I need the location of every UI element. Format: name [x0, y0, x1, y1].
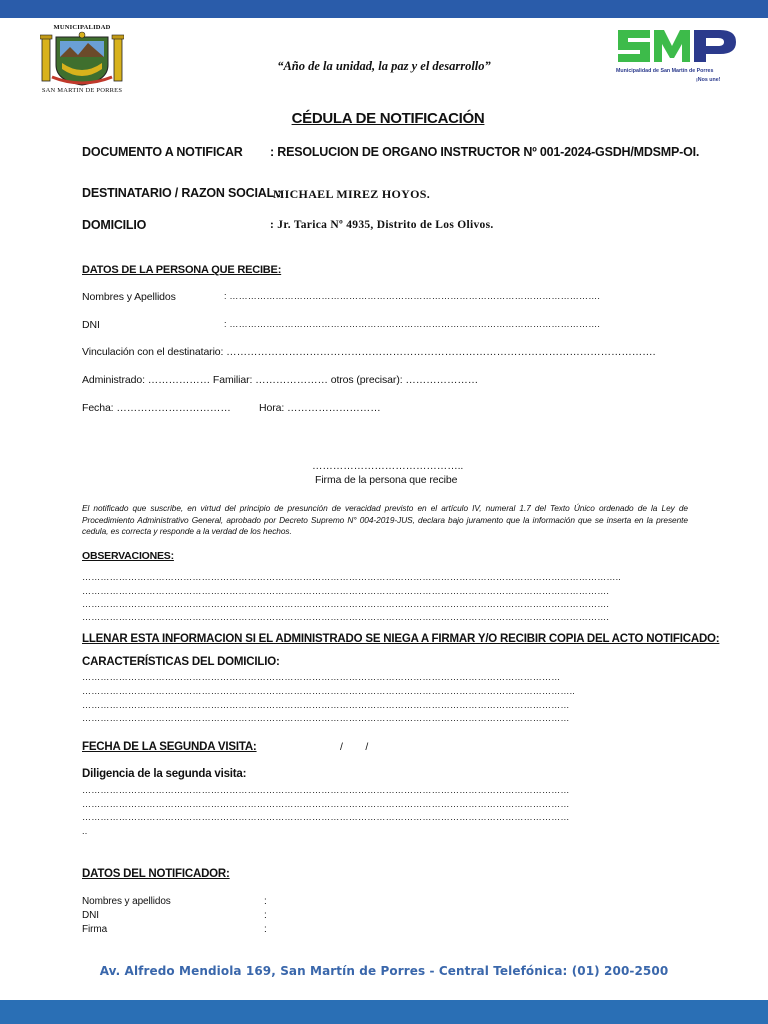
notificador-heading: DATOS DEL NOTIFICADOR: — [82, 868, 230, 880]
caracteristicas-line[interactable]: …………………………………………………………………………………………………………………………………………… — [82, 713, 570, 723]
negativa-heading: LLENAR ESTA INFORMACION SI EL ADMINISTRADO SE NIEGA A FIRMAR Y/O RECIBIR COPIA DEL ACTO NOTIFICADO: — [82, 633, 720, 645]
documento-label: DOCUMENTO A NOTIFICAR — [82, 145, 243, 159]
observaciones-heading: OBSERVACIONES: — [82, 550, 174, 562]
smp-logo-slogan: ¡Nos une! — [696, 77, 721, 83]
notificador-dni-label: DNI — [82, 910, 99, 921]
receptor-nombres-label: Nombres y Apellidos — [82, 291, 176, 303]
diligencia-line[interactable]: .. — [82, 826, 88, 836]
destinatario-value: MICHAEL MIREZ HOYOS. — [273, 187, 431, 201]
notificador-dni-colon[interactable]: : — [264, 910, 267, 921]
notificador-nombres-label: Nombres y apellidos — [82, 896, 171, 907]
caracteristicas-label: CARACTERÍSTICAS DEL DOMICILIO: — [82, 656, 280, 668]
receptor-hora-field[interactable]: Hora: ……………………… — [259, 402, 381, 414]
bottom-color-bar — [0, 1000, 768, 1024]
notificador-firma-colon[interactable]: : — [264, 924, 267, 935]
domicilio-value: : Jr. Tarica Nº 4935, Distrito de Los Olivos. — [270, 219, 494, 231]
receptor-heading: DATOS DE LA PERSONA QUE RECIBE: — [82, 264, 282, 276]
diligencia-line[interactable]: …………………………………………………………………………………………………………………………………………… — [82, 785, 570, 795]
diligencia-label: Diligencia de la segunda visita: — [82, 768, 247, 780]
caracteristicas-line[interactable]: …………………………………………………………………………………………………………………………………………… — [82, 700, 570, 710]
firma-label: Firma de la persona que recibe — [315, 474, 458, 486]
observaciones-line[interactable]: ………………………………………………………………………………………………………………………………………………………. — [82, 599, 610, 609]
sworn-declaration-text: El notificado que suscribe, en virtud del principio de presunción de veracidad previsto en el artículo IV, numeral 1.7 del Texto Único ordenado de la Ley de Procedimiento Administrativo General, aprobado por Decreto Supremo N° 004-2019-JUS, declara bajo juramento que la información que se inserta en la presente cedula, es correcta y responde a la verdad de los hechos. — [82, 503, 688, 536]
crest-top-text: MUNICIPALIDAD — [53, 24, 111, 31]
top-color-bar — [0, 0, 768, 18]
segunda-visita-date-field[interactable]: / / — [340, 741, 369, 753]
diligencia-line[interactable]: …………………………………………………………………………………………………………………………………………… — [82, 799, 570, 809]
observaciones-line[interactable]: ………………………………………………………………………………………………………………………………………………………….. — [82, 572, 622, 582]
receptor-dni-label: DNI — [82, 319, 100, 331]
observaciones-line[interactable]: ………………………………………………………………………………………………………………………………………………………. — [82, 612, 610, 622]
documento-value: : RESOLUCION DE ORGANO INSTRUCTOR Nº 001-2024-GSDH/MDSMP-OI. — [270, 145, 700, 159]
document-title: CÉDULA DE NOTIFICACIÓN — [291, 110, 485, 127]
domicilio-label: DOMICILIO — [82, 218, 147, 232]
smp-logo-icon — [614, 26, 738, 66]
firma-signature-line[interactable]: …………………………………….. — [312, 460, 464, 472]
notificador-firma-label: Firma — [82, 924, 108, 935]
receptor-fecha-field[interactable]: Fecha: …………………………… — [82, 402, 231, 414]
smp-logo-subtitle: Municipalidad de San Martín de Porres — [616, 68, 714, 74]
receptor-vinculacion-field[interactable]: Vinculación con el destinatario: ……………………………………………………………………………………………………………. — [82, 346, 656, 358]
footer-address: Av. Alfredo Mendiola 169, San Martín de Porres - Central Telefónica: (01) 200-2500 — [99, 964, 669, 978]
receptor-administrado-line[interactable]: Administrado: ……………… Familiar: ………………… otros (precisar): ………………… — [82, 374, 479, 386]
diligencia-line[interactable]: …………………………………………………………………………………………………………………………………………… — [82, 812, 570, 822]
destinatario-label: DESTINATARIO / RAZON SOCIAL : — [82, 186, 282, 200]
receptor-dni-field[interactable]: : …………………………………………………………………………………………………………. — [224, 319, 601, 329]
observaciones-line[interactable]: ………………………………………………………………………………………………………………………………………………………. — [82, 586, 610, 596]
notificador-nombres-colon[interactable]: : — [264, 896, 267, 907]
crest-bottom-text: SAN MARTIN DE PORRES — [41, 87, 123, 94]
receptor-nombres-field[interactable]: : …………………………………………………………………………………………………………. — [224, 291, 601, 301]
smp-logo — [612, 26, 740, 90]
caracteristicas-line[interactable]: ………………………………………………………………………………………………………………………………………… — [82, 672, 561, 682]
segunda-visita-label: FECHA DE LA SEGUNDA VISITA: — [82, 741, 257, 753]
year-motto: “Año de la unidad, la paz y el desarrollo” — [277, 59, 491, 73]
caracteristicas-line[interactable]: …………………………………………………………………………………………………………………………………………….. — [82, 686, 576, 696]
